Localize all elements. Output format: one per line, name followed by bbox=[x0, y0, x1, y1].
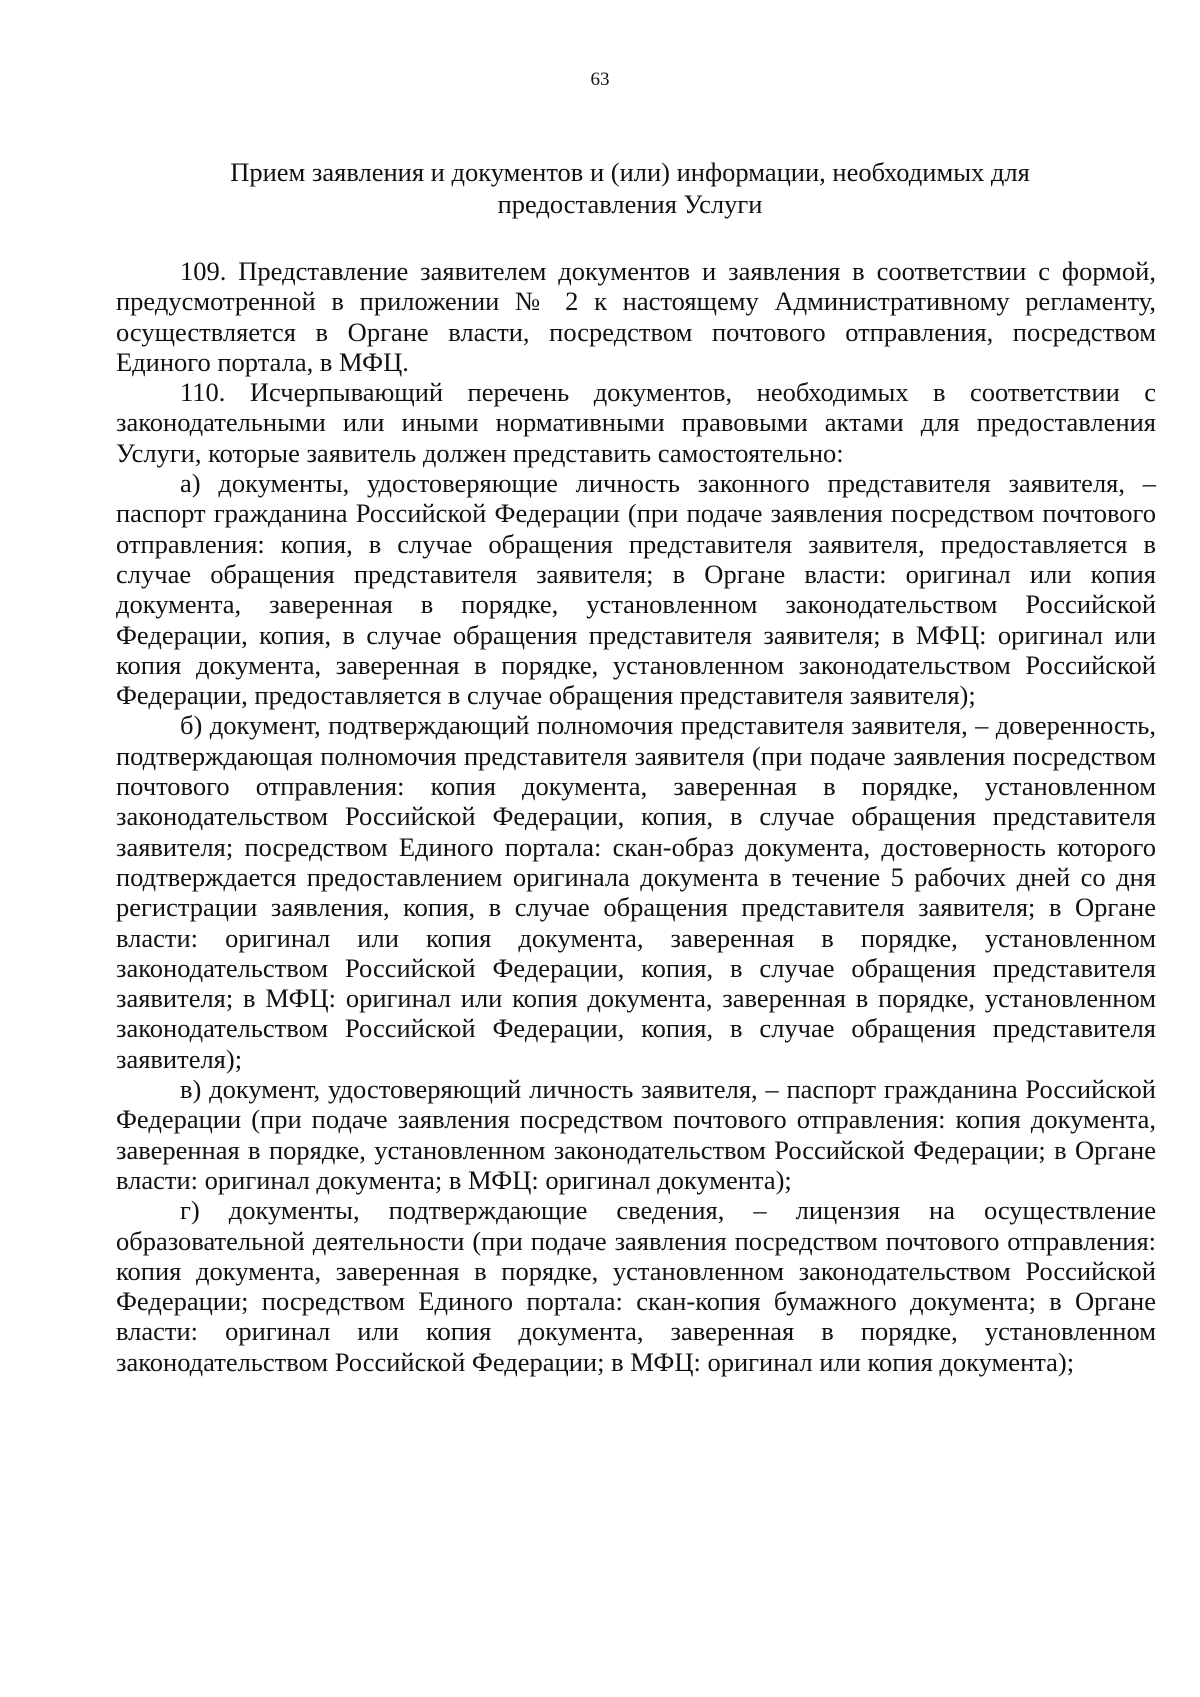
list-item-a: а) документы, удостоверяющие личность законного представителя заявителя, – паспорт гражданина Российской Федерации (при подаче заявления посредством почтового отправления: копия, в случае обращения представителя заявителя, предоставляется в случае обращения представителя заявителя; в Органе власти: оригинал или копия документа, заверенная в порядке, установленном законодательством Российской Федерации, копия, в случае обращения представителя заявителя; в МФЦ: оригинал или копия документа, заверенная в порядке, установленном законодательством Российской Федерации, предоставляется в случае обращения представителя заявителя); bbox=[116, 468, 1156, 711]
paragraph-109: 109. Представление заявителем документов и заявления в соответствии с формой, предусмотренной в приложении № 2 к настоящему Административному регламенту, осуществляется в Органе власти, посредством почтового отправления, посредством Единого портала, в МФЦ. bbox=[116, 256, 1156, 377]
section-title-line-1: Прием заявления и документов и (или) информации, необходимых для bbox=[230, 157, 1030, 187]
paragraph-110: 110. Исчерпывающий перечень документов, необходимых в соответствии с законодательными или иными нормативными правовыми актами для предоставления Услуги, которые заявитель должен представить самостоятельно: bbox=[116, 377, 1156, 468]
section-title bbox=[190, 156, 1070, 220]
list-item-v: в) документ, удостоверяющий личность заявителя, – паспорт гражданина Российской Федерации (при подаче заявления посредством почтового отправления: копия документа, заверенная в порядке, установленном законодательством Российской Федерации; в Органе власти: оригинал документа; в МФЦ: оригинал документа); bbox=[116, 1074, 1156, 1195]
list-item-b: б) документ, подтверждающий полномочия представителя заявителя, – доверенность, подтверждающая полномочия представителя заявителя (при подаче заявления посредством почтового отправления: копия документа, заверенная в порядке, установленном законодательством Российской Федерации, копия, в случае обращения представителя заявителя; посредством Единого портала: скан-образ документа, достоверность которого подтверждается предоставлением оригинала документа в течение 5 рабочих дней со дня регистрации заявления, копия, в случае обращения представителя заявителя; в Органе власти: оригинал или копия документа, заверенная в порядке, установленном законодательством Российской Федерации, копия, в случае обращения представителя заявителя; в МФЦ: оригинал или копия документа, заверенная в порядке, установленном законодательством Российской Федерации, копия, в случае обращения представителя заявителя); bbox=[116, 710, 1156, 1074]
page-number: 63 bbox=[590, 69, 610, 90]
list-item-g: г) документы, подтверждающие сведения, – лицензия на осуществление образовательной деятельности (при подаче заявления посредством почтового отправления: копия документа, заверенная в порядке, установленном законодательством Российской Федерации; посредством Единого портала: скан-копия бумажного документа; в Органе власти: оригинал или копия документа, заверенная в порядке, установленном законодательством Российской Федерации; в МФЦ: оригинал или копия документа); bbox=[116, 1195, 1156, 1377]
document-body bbox=[116, 256, 1156, 1377]
section-title-line-2: предоставления Услуги bbox=[497, 189, 763, 219]
